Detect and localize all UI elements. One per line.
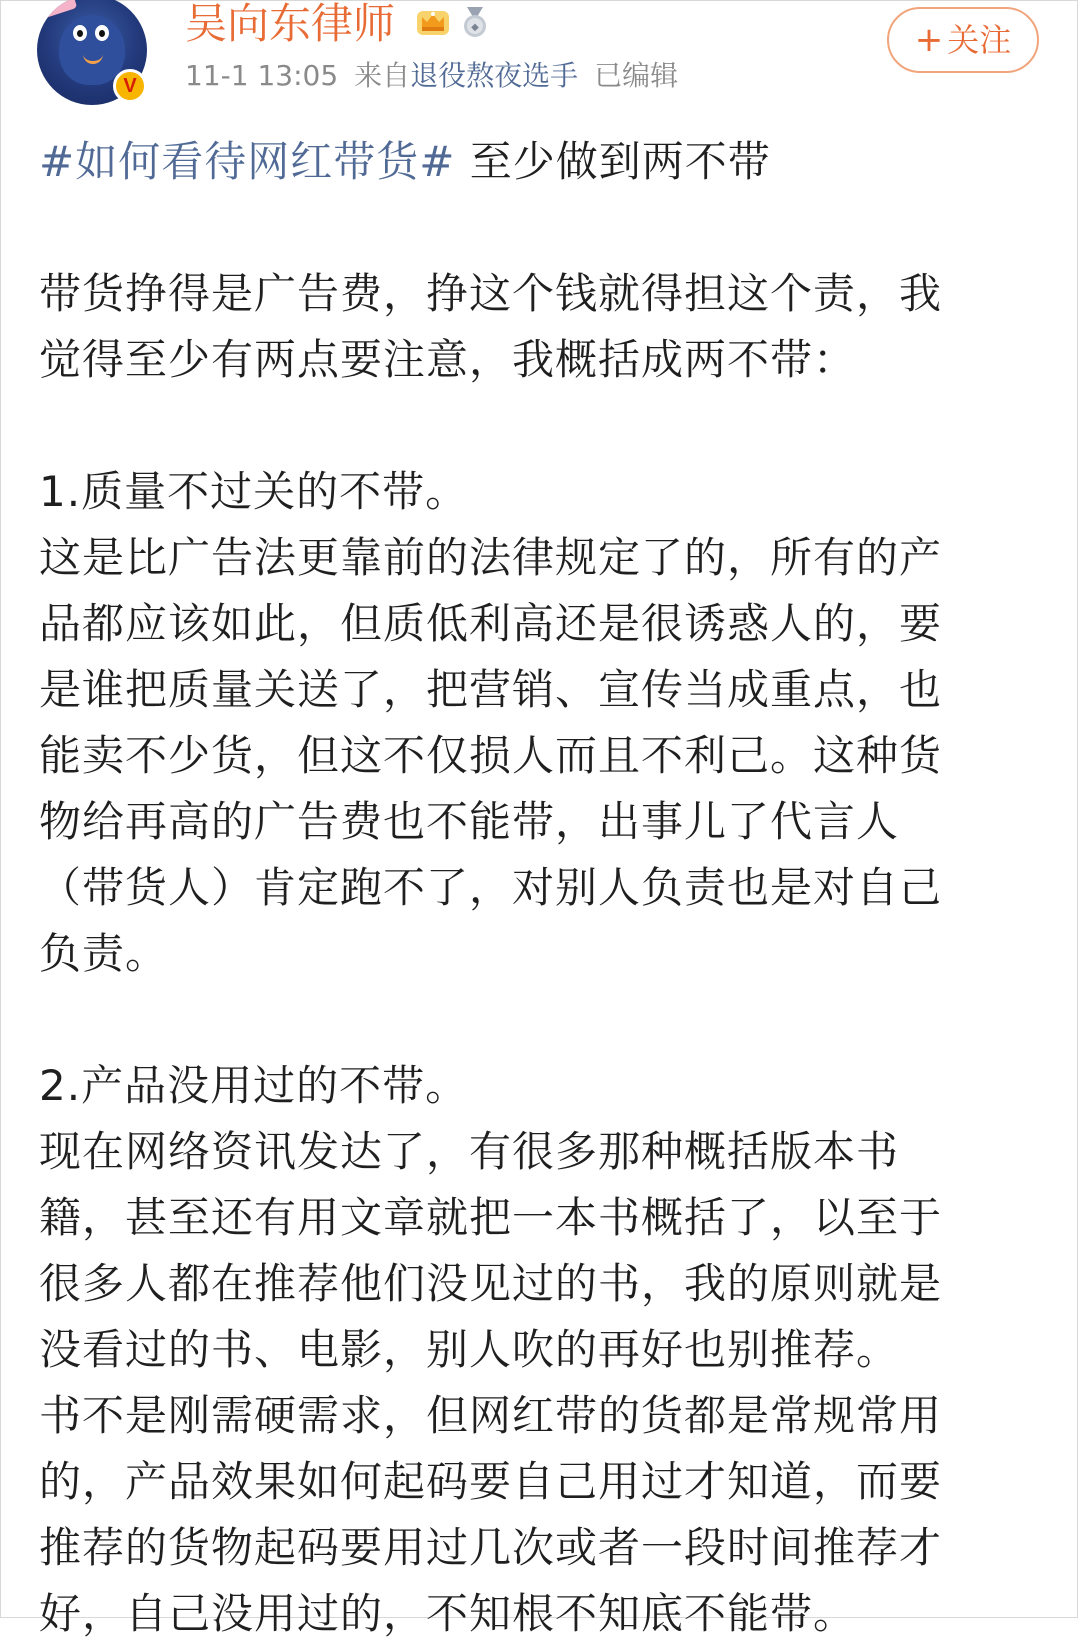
avatar-left-eye — [73, 25, 87, 41]
edited-label[interactable]: 已编辑 — [594, 59, 679, 92]
post-content — [39, 129, 1049, 1647]
point2-title: 2.产品没用过的不带。 — [39, 1061, 469, 1110]
avatar-face — [59, 15, 125, 85]
hashtag-link[interactable]: #如何看待网红带货# — [39, 137, 456, 186]
source-prefix: 来自 — [354, 59, 411, 92]
post-source-link[interactable]: 退役熬夜选手 — [410, 59, 579, 92]
verified-badge-icon: V — [113, 69, 147, 103]
medal-icon[interactable] — [459, 5, 491, 39]
post-time: 11-1 13:05 — [185, 59, 339, 92]
svg-text:◆: ◆ — [471, 22, 479, 33]
follow-label: 关注 — [947, 21, 1012, 59]
username[interactable]: 吴向东律师 — [185, 0, 396, 48]
post-intro: 带货挣得是广告费，挣这个钱就得担这个责，我 觉得至少有两点要注意，我概括成两不带： — [39, 269, 943, 384]
avatar-right-eye — [95, 25, 109, 41]
point1-title: 1.质量不过关的不带。 — [39, 467, 469, 516]
follow-button[interactable] — [887, 7, 1039, 73]
post-title-text: 至少做到两不带 — [455, 137, 771, 186]
plus-icon: + — [914, 20, 944, 60]
post-meta — [185, 59, 694, 93]
crown-icon[interactable] — [415, 5, 451, 37]
point1-body: 这是比广告法更靠前的法律规定了的，所有的产 品都应该如此，但质低利高还是很诱惑人的，要 是谁把质量关送了，把营销、宣传当成重点，也 能卖不少货，但这不仅损人而且不利己。这种货 物给再高的广告费也不能带，出事儿了代言人 （带货人）肯定跑不了，对别人负责也是对自己 负责。 — [39, 533, 943, 978]
point2-body: 现在网络资讯发达了，有很多那种概括版本书 籍，甚至还有用文章就把一本书概括了，以至于 很多人都在推荐他们没见过的书，我的原则就是 没看过的书、电影，别人吹的再好也别推荐。 书不是刚需硬需求，但网红带的货都是常规常用 的，产品效果如何起码要自己用过才知道，而要 推荐的货物起码要用过几次或者一段时间推荐才 好，自己没用过的，不知根不知底不能带。 — [39, 1127, 943, 1638]
avatar-tag-decoration — [37, 0, 77, 21]
post-title — [39, 129, 1049, 195]
